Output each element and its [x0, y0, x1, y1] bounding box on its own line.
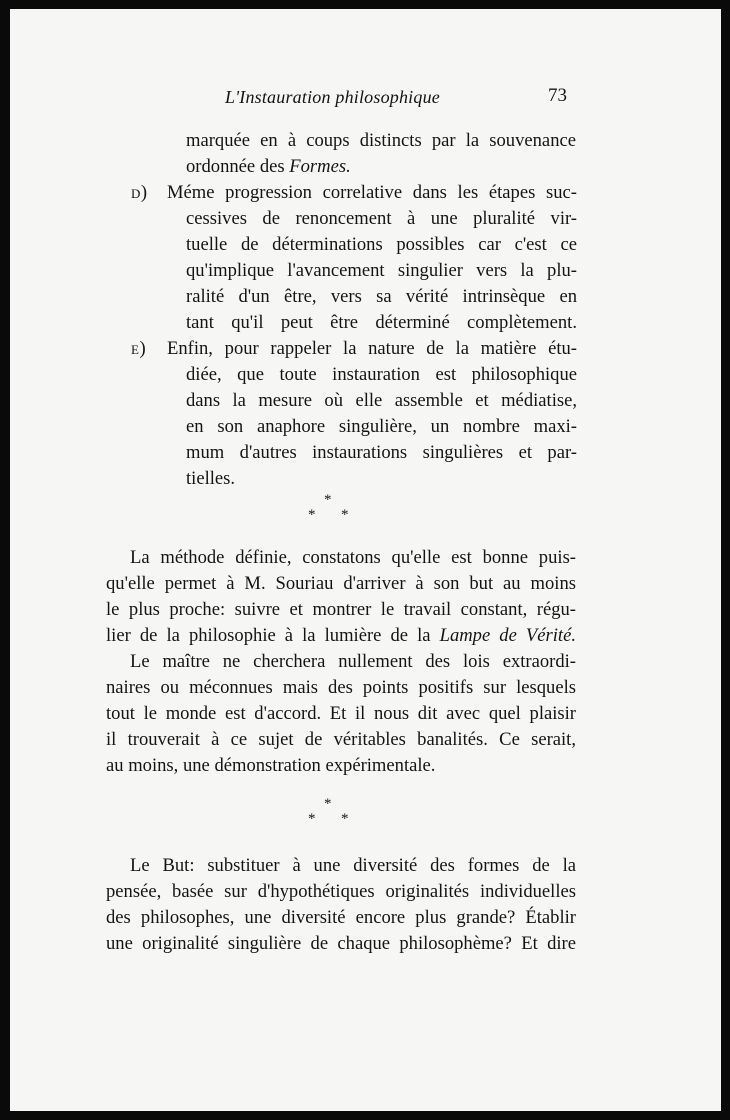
- list-marker: E): [131, 338, 146, 359]
- text-line: une originalité singulière de chaque philosophème? Et dire: [106, 933, 576, 954]
- separator-star: *: [308, 507, 316, 523]
- text-line: cessives de renoncement à une pluralité vir-: [186, 208, 577, 229]
- text-line-fragment: ordonnée des: [186, 156, 290, 177]
- text-line: des philosophes, une diversité encore plus grande? Établir: [106, 907, 576, 928]
- text-line: Le But: substituer à une diversité des formes de la: [130, 855, 576, 876]
- text-line: diée, que toute instauration est philosophique: [186, 364, 577, 385]
- separator-star: *: [324, 492, 332, 508]
- list-marker: D): [131, 182, 148, 203]
- separator-star: *: [308, 811, 316, 827]
- text-line: qu'elle permet à M. Souriau d'arriver à son but au moins: [106, 573, 576, 594]
- text-line: Le maître ne cherchera nullement des lois extraordi-: [130, 651, 576, 672]
- text-line: en son anaphore singulière, un nombre maxi-: [186, 416, 577, 437]
- text-line: mum d'autres instaurations singulières et par-: [186, 442, 577, 463]
- text-line: le plus proche: suivre et montrer le travail constant, régu-: [106, 599, 576, 620]
- text-line: [186, 154, 576, 180]
- separator-star: *: [341, 811, 349, 827]
- text-line: marquée en à coups distincts par la souvenance: [186, 130, 576, 151]
- section-separator: [298, 795, 358, 829]
- separator-star: *: [341, 507, 349, 523]
- text-line: tielles.: [186, 468, 236, 489]
- text-line: naires ou méconnues mais des points positifs sur lesquels: [106, 677, 576, 698]
- text-line: [106, 623, 576, 649]
- italic-term: Formes.: [289, 156, 351, 177]
- text-line: Méme progression correlative dans les étapes suc-: [167, 182, 577, 203]
- text-line: il trouverait à ce sujet de véritables banalités. Ce serait,: [106, 729, 576, 750]
- page-number: 73: [548, 85, 567, 106]
- text-line: tant qu'il peut être déterminé complètement.: [186, 312, 577, 333]
- text-line: qu'implique l'avancement singulier vers la plu-: [186, 260, 577, 281]
- page-header: [10, 77, 721, 111]
- section-separator: [298, 491, 358, 525]
- separator-star: *: [324, 796, 332, 812]
- text-line: dans la mesure où elle assemble et médiatise,: [186, 390, 577, 411]
- text-line: tout le monde est d'accord. Et il nous dit avec quel plaisir: [106, 703, 576, 724]
- text-line: pensée, basée sur d'hypothétiques originalités individuelles: [106, 881, 576, 902]
- text-line: Enfin, pour rappeler la nature de la matière étu-: [167, 338, 577, 359]
- text-line: tuelle de déterminations possibles car c'est ce: [186, 234, 577, 255]
- running-title: L'Instauration philosophique: [225, 87, 440, 107]
- text-line: ralité d'un être, vers sa vérité intrinsèque en: [186, 286, 577, 307]
- text-line: La méthode définie, constatons qu'elle est bonne puis-: [130, 547, 576, 568]
- italic-term: Lampe de Vérité.: [439, 625, 577, 646]
- text-line-fragment: lier de la philosophie à la lumière de la: [106, 625, 440, 646]
- text-line: au moins, une démonstration expérimentale.: [106, 755, 436, 776]
- book-page: [10, 9, 721, 1111]
